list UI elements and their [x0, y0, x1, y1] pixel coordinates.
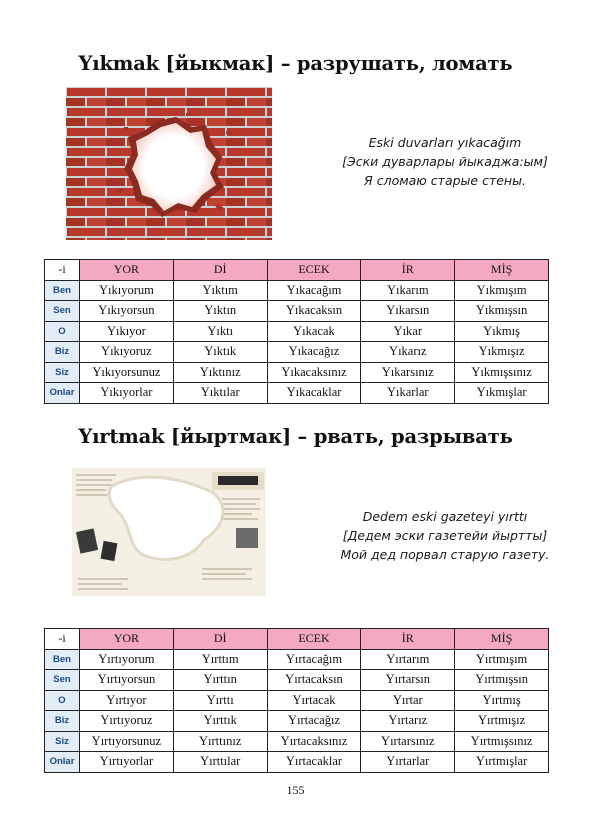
table-cell: Yıkarsınız [361, 362, 455, 383]
table-cell: Yırtarsın [361, 670, 455, 691]
table-cell: Yıkmışsınız [455, 362, 549, 383]
table-cell: Yırtıyorum [80, 649, 174, 670]
table-cell: Yırtmışsınız [455, 731, 549, 752]
pronoun-cell: Sen [45, 670, 80, 691]
table-cell: Yıkacağız [267, 342, 361, 363]
table-cell: Yıkmışız [455, 342, 549, 363]
table-cell: Yıkıyorum [80, 280, 174, 301]
conjugation-table-yikmak [44, 259, 549, 404]
pronoun-cell: O [45, 321, 80, 342]
table-cell: Yıkar [361, 321, 455, 342]
table-cell: Yırtarlar [361, 752, 455, 773]
table-cell: Yıkmış [455, 321, 549, 342]
table-cell: Yıkıyorlar [80, 383, 174, 404]
table-cell: Yırtıyor [80, 690, 174, 711]
table-row [45, 362, 549, 383]
pronoun-cell: Biz [45, 342, 80, 363]
table-cell: Yırtıyorsun [80, 670, 174, 691]
table-cell: Yıkacak [267, 321, 361, 342]
table-cell: Yıkıyorsun [80, 301, 174, 322]
table-cell: Yırtıyorsunuz [80, 731, 174, 752]
table-cell: Yıkıyorsunuz [80, 362, 174, 383]
table-cell: Yırttı [173, 690, 267, 711]
table-row [45, 342, 549, 363]
table-cell: Yırttım [173, 649, 267, 670]
table-header-row [45, 629, 549, 650]
table-cell: Yırtar [361, 690, 455, 711]
table-cell: Yıkacaksınız [267, 362, 361, 383]
table-cell: Yırttınız [173, 731, 267, 752]
pronoun-cell: O [45, 690, 80, 711]
table-cell: Yırtacaksın [267, 670, 361, 691]
table-cell: Yırtacaksınız [267, 731, 361, 752]
table-cell: Yıktım [173, 280, 267, 301]
table-cell: Yıktınız [173, 362, 267, 383]
example-turkish: Dedem eski gazeteyi yırttı [362, 509, 528, 524]
table-cell: Yıkacaklar [267, 383, 361, 404]
table-cell: Yıkıyor [80, 321, 174, 342]
table-cell: Yıkarsın [361, 301, 455, 322]
table-cell: Yıktın [173, 301, 267, 322]
table-cell: Yırtacağız [267, 711, 361, 732]
table-cell: Yıkacaksın [267, 301, 361, 322]
example-translation: Мой дед порвал старую газету. [340, 547, 550, 562]
table-row [45, 383, 549, 404]
table-cell: Yırttın [173, 670, 267, 691]
example-translation: Я сломаю старые стены. [364, 173, 526, 188]
table-cell: Yıkmışım [455, 280, 549, 301]
table-cell: Yırtmışlar [455, 752, 549, 773]
header-cell: MİŞ [455, 629, 549, 650]
example-sentences-1 [300, 133, 590, 190]
section-title-yikmak: Yıkmak [йыкмак] – разрушать, ломать [78, 52, 513, 75]
pronoun-cell: Onlar [45, 383, 80, 404]
table-cell: Yırtarız [361, 711, 455, 732]
table-cell: Yırtıyorlar [80, 752, 174, 773]
pronoun-cell: Ben [45, 280, 80, 301]
table-cell: Yırtacaklar [267, 752, 361, 773]
header-cell: Dİ [173, 629, 267, 650]
table-cell: Yıktık [173, 342, 267, 363]
table-cell: Yıkacağım [267, 280, 361, 301]
conjugation-table-yirtmak [44, 628, 549, 773]
table-header-row [45, 260, 549, 281]
table-cell: Yıkarlar [361, 383, 455, 404]
header-cell: YOR [80, 260, 174, 281]
table-row [45, 690, 549, 711]
header-cell: İR [361, 629, 455, 650]
pronoun-cell: Siz [45, 731, 80, 752]
table-cell: Yıkarız [361, 342, 455, 363]
header-cell: İR [361, 260, 455, 281]
table-cell: Yıktı [173, 321, 267, 342]
pronoun-cell: Biz [45, 711, 80, 732]
header-cell: ECEK [267, 260, 361, 281]
table-cell: Yırtmışız [455, 711, 549, 732]
header-cell: -i [45, 629, 80, 650]
example-transcription: [Дедем эски газетейи йыртты] [342, 528, 548, 543]
table-row [45, 321, 549, 342]
table-cell: Yıkarım [361, 280, 455, 301]
table-row [45, 731, 549, 752]
section-title-yirtmak: Yırtmak [йыртмак] – рвать, разрывать [78, 425, 513, 448]
example-turkish: Eski duvarları yıkacağım [368, 135, 522, 150]
table-cell: Yırtmışsın [455, 670, 549, 691]
pronoun-cell: Ben [45, 649, 80, 670]
table-row [45, 301, 549, 322]
table-cell: Yırttılar [173, 752, 267, 773]
table-row [45, 670, 549, 691]
table-cell: Yıkmışsın [455, 301, 549, 322]
table-row [45, 711, 549, 732]
table-row [45, 649, 549, 670]
table-row [45, 752, 549, 773]
pronoun-cell: Sen [45, 301, 80, 322]
header-cell: -i [45, 260, 80, 281]
table-cell: Yırtmışım [455, 649, 549, 670]
example-transcription: [Эски дуварлары йыкаджа:ым] [342, 154, 548, 169]
pronoun-cell: Siz [45, 362, 80, 383]
table-row [45, 280, 549, 301]
brick-wall-hole-image [66, 87, 272, 240]
pronoun-cell: Onlar [45, 752, 80, 773]
table-cell: Yırttık [173, 711, 267, 732]
table-cell: Yıkıyoruz [80, 342, 174, 363]
example-sentences-2 [300, 507, 590, 564]
table-cell: Yırtacak [267, 690, 361, 711]
header-cell: YOR [80, 629, 174, 650]
table-cell: Yıkmışlar [455, 383, 549, 404]
table-cell: Yırtmış [455, 690, 549, 711]
table-cell: Yırtarım [361, 649, 455, 670]
table-cell: Yırtacağım [267, 649, 361, 670]
table-cell: Yırtıyoruz [80, 711, 174, 732]
header-cell: MİŞ [455, 260, 549, 281]
torn-newspaper-image [72, 468, 266, 596]
table-cell: Yırtarsınız [361, 731, 455, 752]
table-cell: Yıktılar [173, 383, 267, 404]
header-cell: Dİ [173, 260, 267, 281]
header-cell: ECEK [267, 629, 361, 650]
page-number: 155 [286, 783, 305, 797]
